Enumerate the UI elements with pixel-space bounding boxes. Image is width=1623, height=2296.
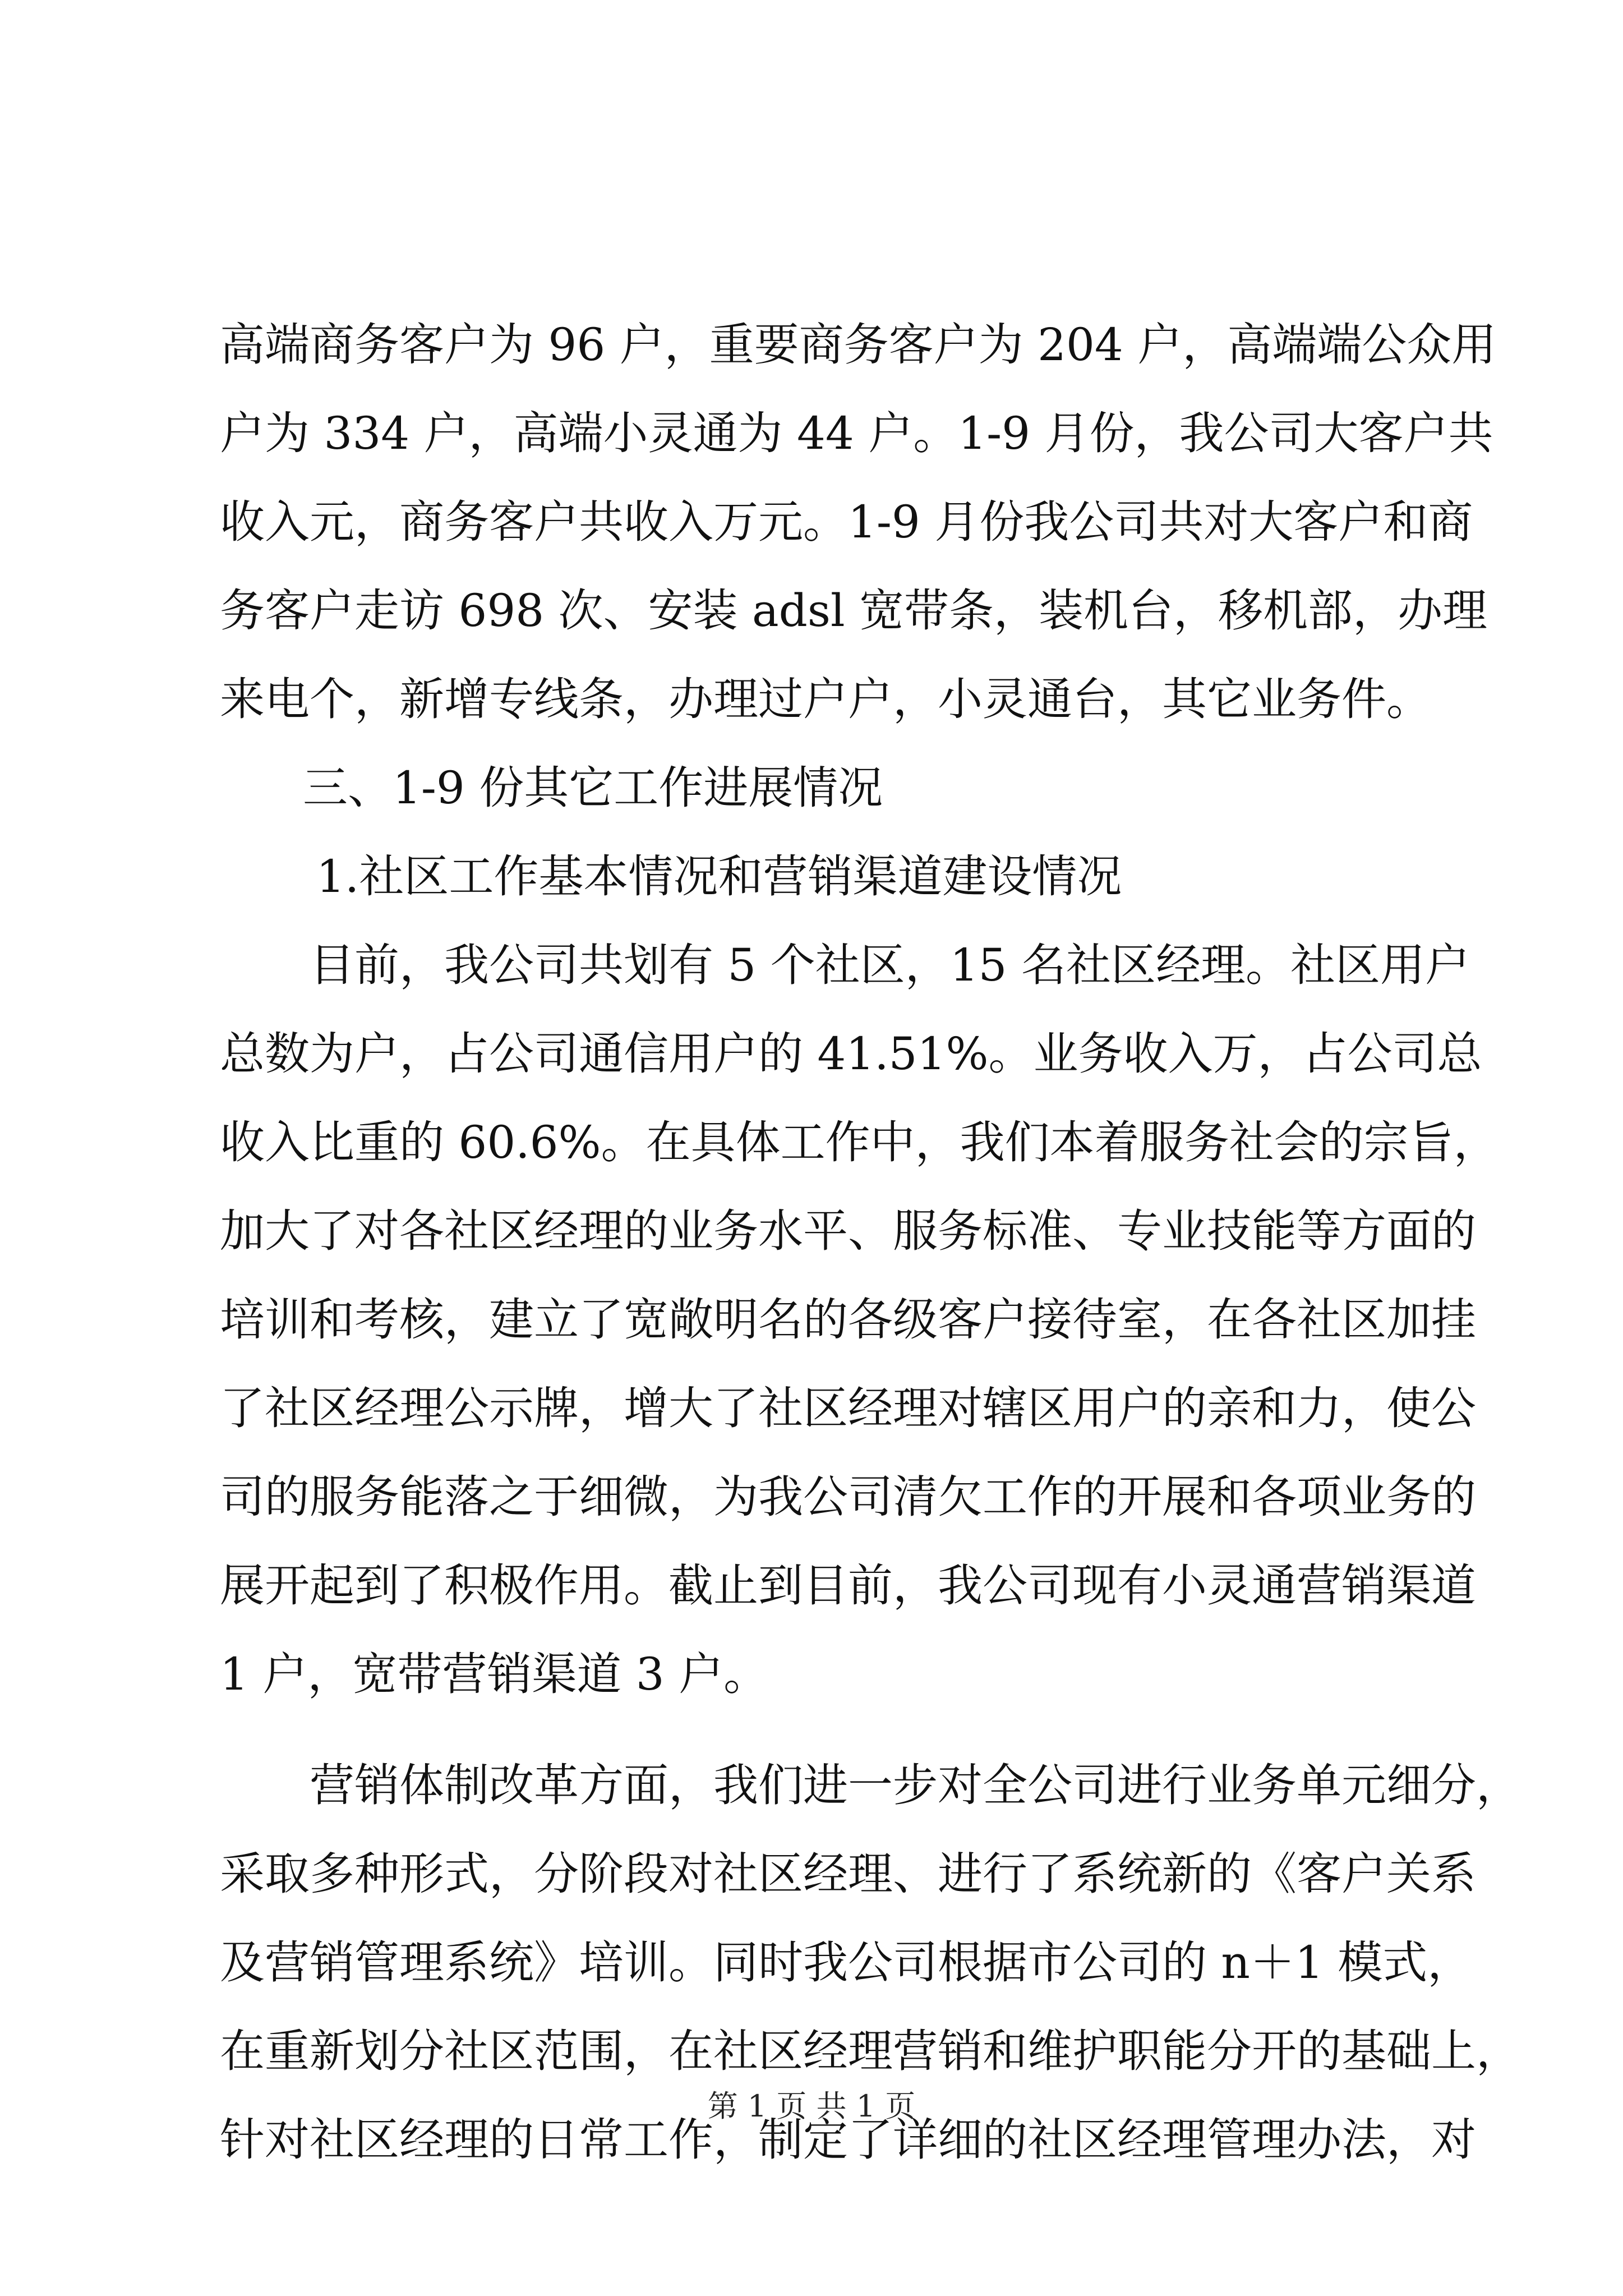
text-line: 收入比重的 60.6%。在具体工作中，我们本着服务社会的宗旨，: [220, 1116, 1498, 1168]
text-line: 务客户走访 698 次、安装 adsl 宽带条，装机台，移机部，办理: [220, 585, 1487, 637]
document-body: [220, 301, 1521, 2184]
text-line: 采取多种形式，分阶段对社区经理、进行了系统新的《客户关系: [220, 1848, 1476, 1900]
paragraph-first-line: 营销体制改革方面，我们进一步对全公司进行业务单元细分，: [310, 1759, 1521, 1811]
text-line: 在重新划分社区范围，在社区经理营销和维护职能分开的基础上，: [220, 2025, 1521, 2077]
text-line: 1 户，宽带营销渠道 3 户。: [220, 1648, 769, 1700]
text-line: 及营销管理系统》培训。同时我公司根据市公司的 n＋1 模式，: [220, 1936, 1473, 1989]
text-line: 收入元，商务客户共收入万元。1-9 月份我公司共对大客户和商: [220, 496, 1473, 548]
page-footer: 第 1 页 共 1 页: [707, 2088, 916, 2124]
text-line: 户为 334 户，高端小灵通为 44 户。1-9 月份，我公司大客户共: [220, 407, 1493, 459]
text-line: 司的服务能落之于细微，为我公司清欠工作的开展和各项业务的: [220, 1471, 1476, 1523]
subsection-heading: 1.社区工作基本情况和营销渠道建设情况: [316, 850, 1122, 903]
paragraph-first-line: 目前，我公司共划有 5 个社区，15 名社区经理。社区用户: [310, 939, 1470, 991]
text-line: 了社区经理公示牌，增大了社区经理对辖区用户的亲和力，使公: [220, 1382, 1476, 1434]
text-line: 针对社区经理的日常工作，制定了详细的社区经理管理办法，对: [220, 2114, 1476, 2166]
section-heading: 三、1-9 份其它工作进展情况: [303, 762, 883, 814]
text-line: 来电个，新增专线条，办理过户户，小灵通台，其它业务件。: [220, 673, 1431, 725]
text-line: 培训和考核，建立了宽敞明名的各级客户接待室，在各社区加挂: [220, 1294, 1476, 1346]
paragraph-gap: [220, 1719, 1431, 1741]
text-line: 总数为户，占公司通信用户的 41.51%。业务收入万，占公司总: [220, 1028, 1482, 1080]
text-line: 展开起到了积极作用。截止到目前，我公司现有小灵通营销渠道: [220, 1559, 1476, 1612]
text-line: 加大了对各社区经理的业务水平、服务标准、专业技能等方面的: [220, 1205, 1476, 1257]
text-line: 高端商务客户为 96 户，重要商务客户为 204 户，高端端公众用: [220, 319, 1497, 371]
